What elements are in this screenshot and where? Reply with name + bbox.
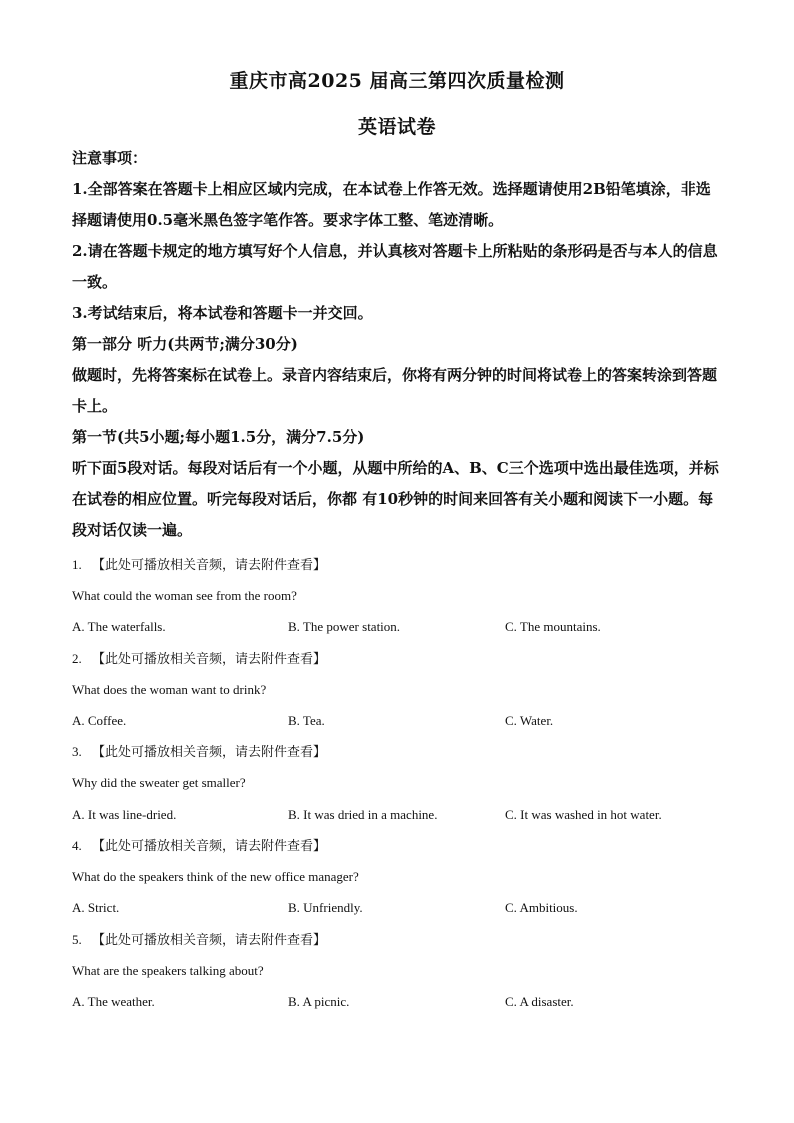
option-b[interactable]: B. Unfriendly. (288, 900, 363, 915)
notice-item-2: 2.请在答题卡规定的地方填写好个人信息，并认真核对答题卡上所粘贴的条形码是否与本人的信息一致。 (72, 242, 718, 291)
question-1-text: What could the woman see from the room? (72, 588, 297, 603)
part1-instruction: 做题时，先将答案标在试卷上。录音内容结束后，你将有两分钟的时间将试卷上的答案转涂到答题卡上。 (72, 366, 718, 415)
question-number: 4. (72, 838, 82, 853)
section1-instruction: 听下面5段对话。每段对话后有一个小题，从题中所给的A、B、C三个选项中选出最佳选项，并标在试卷的相应位置。听完每段对话后，你都 有10秒钟的时间来回答有关小题和阅读下一小题。每段对话仅读一遍。 (72, 459, 719, 539)
question-number: 1. (72, 557, 82, 572)
option-c[interactable]: C. Ambitious. (505, 900, 578, 915)
option-b[interactable]: B. Tea. (288, 713, 325, 728)
option-b[interactable]: B. A picnic. (288, 994, 350, 1009)
question-2-options (72, 712, 722, 730)
option-b[interactable]: B. It was dried in a machine. (288, 807, 438, 822)
exam-title: 重庆市高2025 届高三第四次质量检测 (229, 70, 565, 92)
question-5-text: What are the speakers talking about? (72, 963, 264, 978)
option-a[interactable]: A. The weather. (72, 994, 155, 1009)
option-c[interactable]: C. It was washed in hot water. (505, 807, 662, 822)
option-c[interactable]: C. The mountains. (505, 619, 601, 634)
option-c[interactable]: C. A disaster. (505, 994, 574, 1009)
notice-item-1: 1.全部答案在答题卡上相应区域内完成，在本试卷上作答无效。选择题请使用2B铅笔填涂，非选择题请使用0.5毫米黑色签字笔作答。要求字体工整、笔迹清晰。 (72, 180, 711, 229)
audio-note: 【此处可播放相关音频，请去附件查看】 (92, 557, 327, 572)
notice-item-3: 3.考试结束后，将本试卷和答题卡一并交回。 (72, 304, 373, 322)
audio-note: 【此处可播放相关音频，请去附件查看】 (92, 838, 327, 853)
question-number: 3. (72, 744, 82, 759)
audio-note: 【此处可播放相关音频，请去附件查看】 (92, 744, 327, 759)
question-1-audio-note[interactable] (72, 556, 722, 574)
question-4-audio-note[interactable] (72, 837, 722, 855)
notice-heading: 注意事项： (72, 149, 148, 167)
option-b[interactable]: B. The power station. (288, 619, 401, 634)
part1-heading: 第一部分 听力(共两节;满分30分) (72, 335, 298, 353)
question-number: 2. (72, 651, 82, 666)
exam-subtitle: 英语试卷 (357, 116, 436, 138)
question-4-text: What do the speakers think of the new office manager? (72, 869, 359, 884)
question-number: 5. (72, 932, 82, 947)
audio-note: 【此处可播放相关音频，请去附件查看】 (92, 651, 327, 666)
option-a[interactable]: A. Strict. (72, 900, 120, 915)
question-3-options (72, 806, 722, 824)
section1-heading: 第一节(共5小题;每小题1.5分，满分7.5分) (72, 428, 365, 446)
question-2-audio-note[interactable] (72, 650, 722, 668)
question-4-options (72, 899, 722, 917)
option-a[interactable]: A. It was line-dried. (72, 807, 177, 822)
option-a[interactable]: A. The waterfalls. (72, 619, 166, 634)
question-1-options (72, 618, 722, 636)
question-5-options (72, 993, 722, 1011)
question-5-audio-note[interactable] (72, 931, 722, 949)
option-c[interactable]: C. Water. (505, 713, 554, 728)
question-3-audio-note[interactable] (72, 743, 722, 761)
question-2-text: What does the woman want to drink? (72, 682, 267, 697)
audio-note: 【此处可播放相关音频，请去附件查看】 (92, 932, 327, 947)
option-a[interactable]: A. Coffee. (72, 713, 127, 728)
question-3-text: Why did the sweater get smaller? (72, 775, 246, 790)
